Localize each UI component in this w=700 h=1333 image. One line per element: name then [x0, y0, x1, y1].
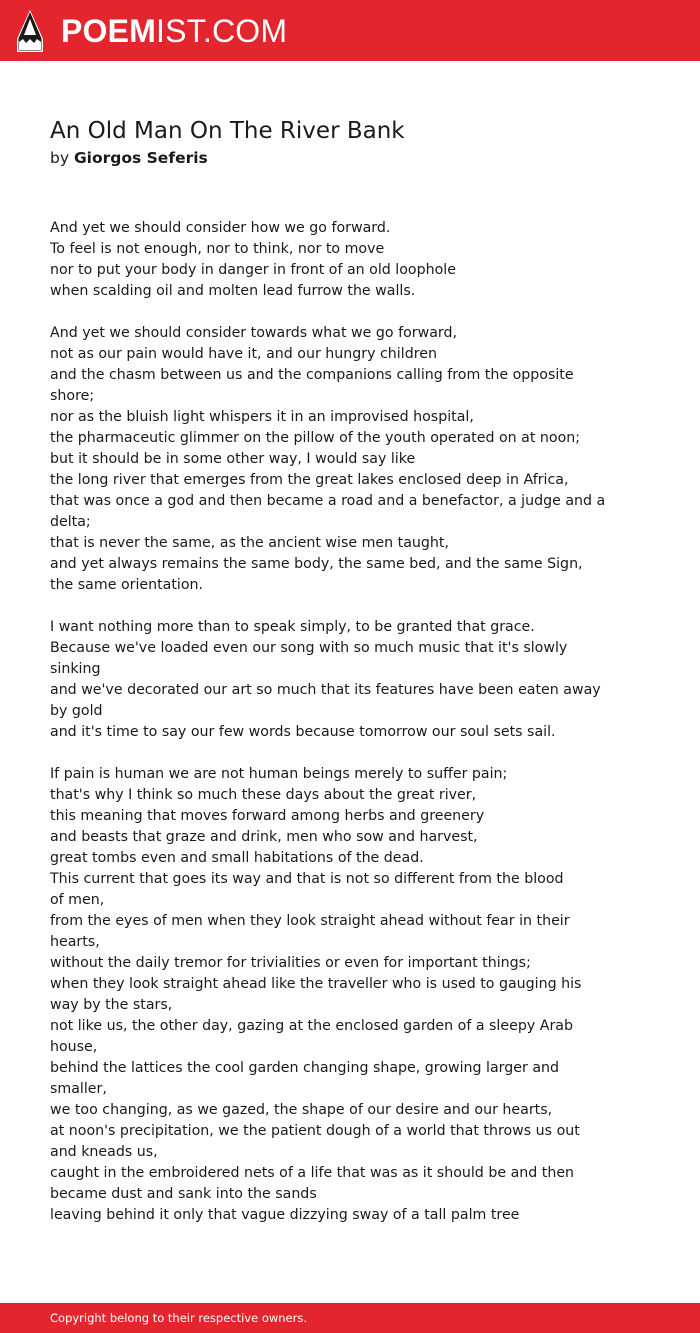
- poem-line: This current that goes its way and that is not so different from the blood: [50, 871, 564, 887]
- logo-wordmark: [61, 15, 287, 47]
- poem-body: [50, 218, 606, 1247]
- poem-line: the pharmaceutic glimmer on the pillow of the youth operated on at noon;: [50, 430, 581, 446]
- poem-line: And yet we should consider how we go forward.: [50, 220, 391, 236]
- poem-line: this meaning that moves forward among herbs and greenery: [50, 808, 485, 824]
- poem-line: great tombs even and small habitations of the dead.: [50, 850, 424, 866]
- poem-title: An Old Man On The River Bank: [50, 118, 405, 144]
- poem-stanza: [50, 218, 590, 302]
- poem-line: And yet we should consider towards what we go forward,: [50, 325, 457, 341]
- poem-stanza: [50, 617, 601, 743]
- poem-line: shore;: [50, 388, 95, 404]
- poem-line: by gold: [50, 703, 103, 719]
- poem-line: that was once a god and then became a road and a benefactor, a judge and a: [50, 493, 606, 509]
- site-logo-link[interactable]: [16, 8, 287, 54]
- poem-line: and beasts that graze and drink, men who sow and harvest,: [50, 829, 478, 845]
- by-label: by: [50, 149, 70, 167]
- logo-wordmark-light: IST.COM: [156, 13, 288, 49]
- poem-line: when scalding oil and molten lead furrow the walls.: [50, 283, 416, 299]
- poem-line: and kneads us,: [50, 1144, 158, 1160]
- poem-byline: [50, 147, 208, 169]
- poem-line: but it should be in some other way, I would say like: [50, 451, 416, 467]
- poem-line: way by the stars,: [50, 997, 173, 1013]
- poem-line: and yet always remains the same body, the same bed, and the same Sign,: [50, 556, 583, 572]
- poem-line: when they look straight ahead like the traveller who is used to gauging his: [50, 976, 582, 992]
- poem-line: and we've decorated our art so much that its features have been eaten away: [50, 682, 601, 698]
- poem-line: from the eyes of men when they look straight ahead without fear in their: [50, 913, 570, 929]
- poem-line: not like us, the other day, gazing at the enclosed garden of a sleepy Arab: [50, 1018, 573, 1034]
- poem-line: of men,: [50, 892, 105, 908]
- poem-line: If pain is human we are not human beings merely to suffer pain;: [50, 766, 508, 782]
- poem-stanza: [50, 323, 606, 596]
- poem-line: caught in the embroidered nets of a life that was as it should be and then: [50, 1165, 575, 1181]
- poem-line: that's why I think so much these days about the great river,: [50, 787, 477, 803]
- poem-line: the long river that emerges from the great lakes enclosed deep in Africa,: [50, 472, 569, 488]
- poem-line: To feel is not enough, nor to think, nor to move: [50, 241, 385, 257]
- poem-line: we too changing, as we gazed, the shape of our desire and our hearts,: [50, 1102, 553, 1118]
- poem-line: without the daily tremor for trivialities or even for important things;: [50, 955, 531, 971]
- poem-line: leaving behind it only that vague dizzying sway of a tall palm tree: [50, 1207, 520, 1223]
- site-header: [0, 0, 700, 61]
- poem-line: the same orientation.: [50, 577, 204, 593]
- copyright-text: Copyright belong to their respective owners.: [50, 1311, 308, 1325]
- poem-line: became dust and sank into the sands: [50, 1186, 317, 1202]
- poem-line: behind the lattices the cool garden changing shape, growing larger and: [50, 1060, 560, 1076]
- poem-line: smaller,: [50, 1081, 107, 1097]
- site-footer: [0, 1303, 700, 1333]
- poem-line: that is never the same, as the ancient wise men taught,: [50, 535, 449, 551]
- poem-line: house,: [50, 1039, 98, 1055]
- poem-line: Because we've loaded even our song with so much music that it's slowly: [50, 640, 568, 656]
- poem-line: and it's time to say our few words because tomorrow our soul sets sail.: [50, 724, 556, 740]
- poem-line: hearts,: [50, 934, 100, 950]
- poem-line: not as our pain would have it, and our hungry children: [50, 346, 437, 362]
- poem-line: delta;: [50, 514, 91, 530]
- poem-line: sinking: [50, 661, 101, 677]
- poem-author: Giorgos Seferis: [73, 149, 208, 167]
- poem-line: nor as the bluish light whispers it in an improvised hospital,: [50, 409, 474, 425]
- pencil-tip-icon: [16, 9, 44, 53]
- poem-line: at noon's precipitation, we the patient dough of a world that throws us out: [50, 1123, 580, 1139]
- poem-stanza: [50, 764, 590, 1226]
- poem-line: I want nothing more than to speak simply, to be granted that grace.: [50, 619, 535, 635]
- poem-line: nor to put your body in danger in front of an old loophole: [50, 262, 456, 278]
- poem-line: and the chasm between us and the companions calling from the opposite: [50, 367, 574, 383]
- logo-wordmark-bold: POEM: [61, 13, 157, 49]
